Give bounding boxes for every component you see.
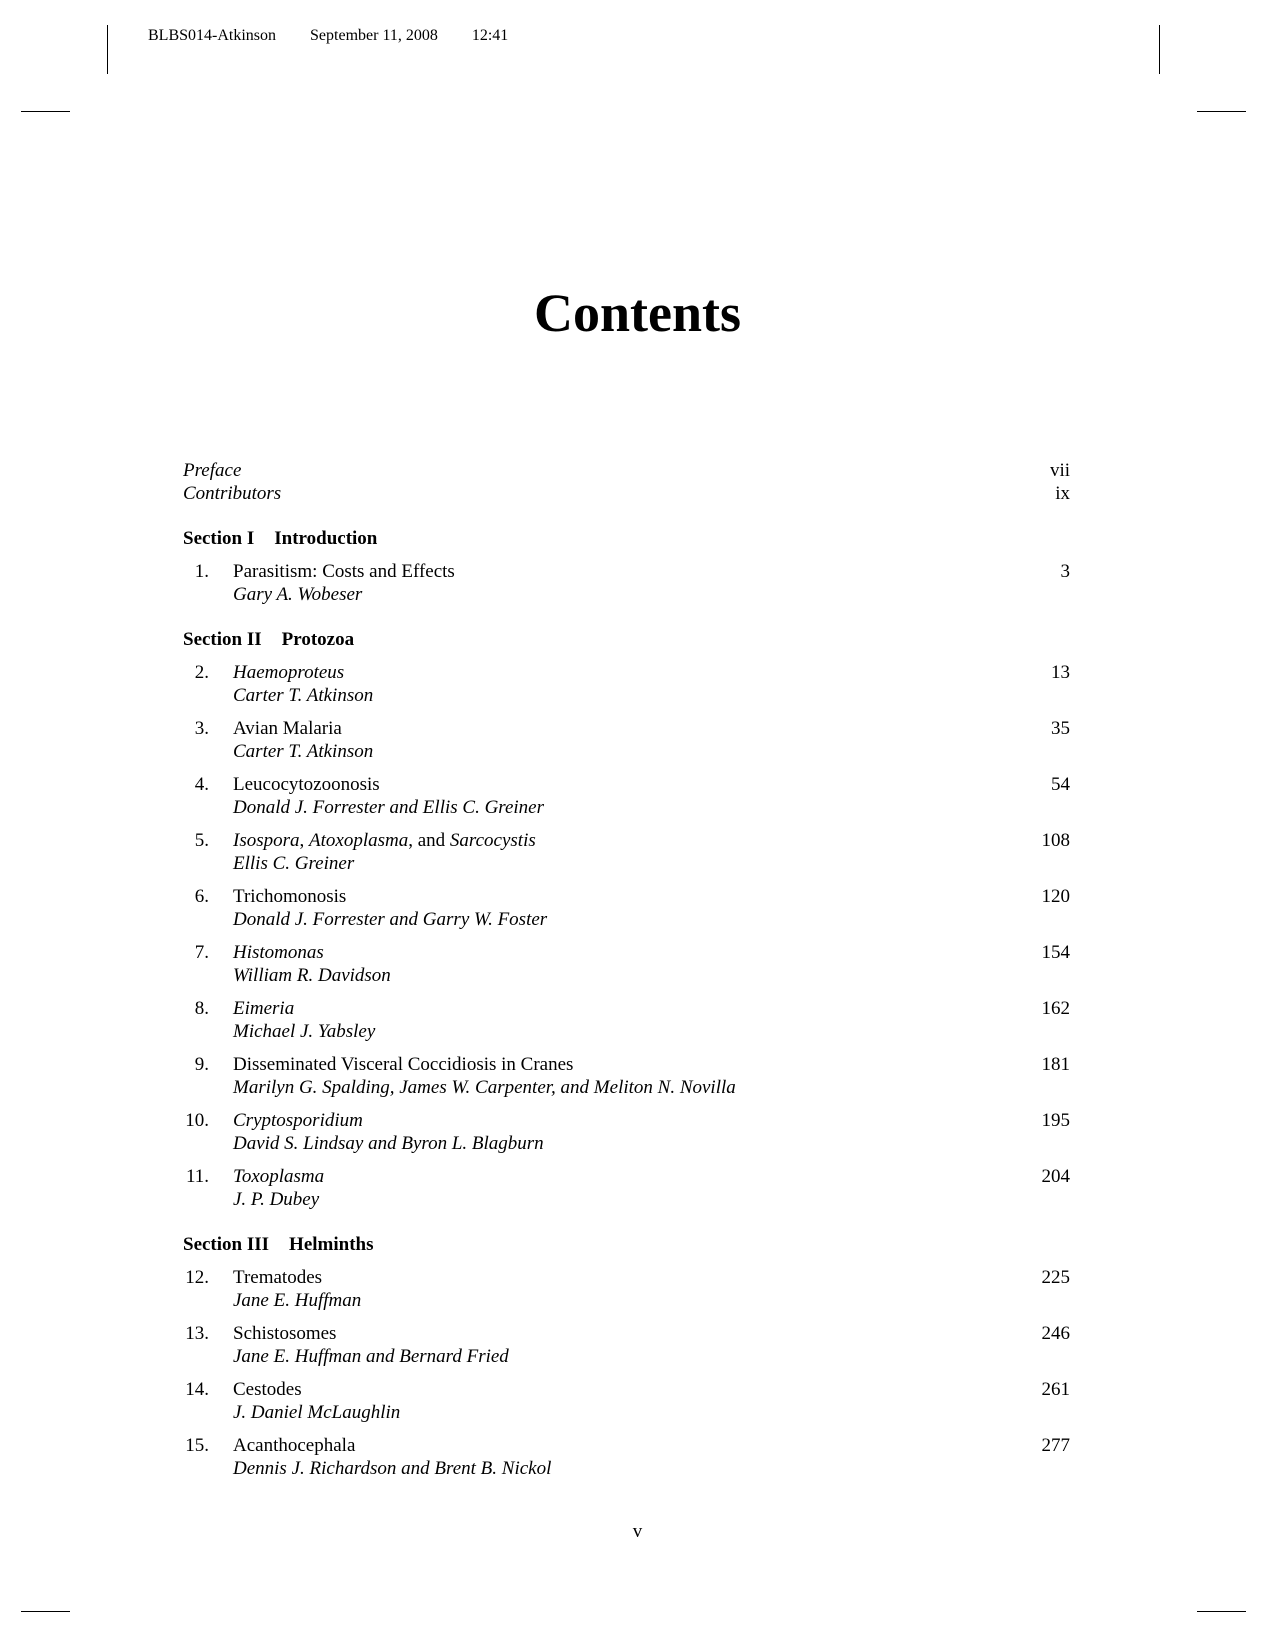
chapter-number: 9. [194,1054,209,1075]
chapter-title: Leucocytozoonosis [233,774,380,795]
crop-mark-top-left-horizontal [21,111,70,112]
chapter-number: 3. [194,718,209,739]
running-header [148,27,538,45]
section-name: Introduction [274,528,378,549]
section-heading [183,628,1070,651]
section-name: Helminths [289,1234,374,1255]
section-name: Protozoa [281,629,355,650]
page-number: 154 [1041,942,1070,963]
chapter-title: Isospora, Atoxoplasma, and Sarcocystis [233,830,536,851]
chapter-author: Gary A. Wobeser [233,584,363,605]
toc-entry[interactable] [183,941,1070,987]
toc-entry[interactable] [183,1266,1070,1312]
page-number: 246 [1041,1323,1070,1344]
chapter-title: Disseminated Visceral Coccidiosis in Cranes [233,1054,574,1075]
chapter-number: 11. [185,1166,209,1187]
page-number: 35 [1051,718,1070,739]
page-number: 3 [1060,561,1070,582]
chapter-number: 4. [194,774,209,795]
page-number: 13 [1051,662,1070,683]
chapter-author: Jane E. Huffman and Bernard Fried [233,1346,509,1367]
chapter-title: Cryptosporidium [233,1110,363,1131]
chapter-number: 2. [194,662,209,683]
page-number: 54 [1051,774,1070,795]
toc-entry[interactable] [183,829,1070,875]
section-heading [183,1233,1070,1256]
chapter-title: Avian Malaria [233,718,342,739]
toc-entry[interactable] [183,885,1070,931]
chapter-title: Toxoplasma [233,1166,325,1187]
toc-entry[interactable] [183,773,1070,819]
chapter-title: Eimeria [233,998,295,1019]
toc-entry-preface[interactable] [183,459,1070,482]
chapter-author: Marilyn G. Spalding, James W. Carpenter, and Meliton N. Novilla [233,1077,736,1098]
toc-entry[interactable] [183,1053,1070,1099]
chapter-title: Trichomonosis [233,886,347,907]
chapter-author: Dennis J. Richardson and Brent B. Nickol [233,1458,552,1479]
header-time: 12:41 [471,27,509,44]
toc-entry[interactable] [183,997,1070,1043]
page-number: vii [1049,460,1070,481]
section-heading [183,527,1070,550]
page-number: 162 [1041,998,1070,1019]
entry-label: Preface [183,460,242,481]
section-number: Section II [183,629,262,650]
chapter-number: 1. [194,561,209,582]
chapter-author: Donald J. Forrester and Ellis C. Greiner [233,797,545,818]
toc-entry[interactable] [183,1109,1070,1155]
chapter-number: 7. [194,942,209,963]
chapter-number: 8. [194,998,209,1019]
toc-entry[interactable] [183,661,1070,707]
chapter-title: Trematodes [233,1267,323,1288]
chapter-title: Schistosomes [233,1323,337,1344]
toc-entry[interactable] [183,1322,1070,1368]
chapter-author: Carter T. Atkinson [233,685,374,706]
chapter-author: J. Daniel McLaughlin [233,1402,401,1423]
page-number: ix [1055,483,1070,504]
chapter-author: David S. Lindsay and Byron L. Blagburn [233,1133,544,1154]
chapter-author: Carter T. Atkinson [233,741,374,762]
crop-mark-top-right-horizontal [1197,111,1246,112]
toc-entry[interactable] [183,1434,1070,1480]
chapter-author: Michael J. Yabsley [233,1021,376,1042]
page-number: 277 [1041,1435,1070,1456]
toc-entry[interactable] [183,717,1070,763]
page-number: 195 [1041,1110,1070,1131]
table-of-contents [183,459,1070,1480]
chapter-title: Haemoproteus [233,662,345,683]
chapter-title: Histomonas [233,942,324,963]
page-number: 108 [1041,830,1070,851]
chapter-author: William R. Davidson [233,965,391,986]
page-number: 181 [1041,1054,1070,1075]
toc-entry[interactable] [183,560,1070,606]
chapter-title: Acanthocephala [233,1435,356,1456]
crop-mark-bottom-right-horizontal [1197,1611,1246,1612]
crop-mark-top-right-vertical [1159,25,1160,74]
crop-mark-bottom-left-horizontal [21,1611,70,1612]
chapter-author: Ellis C. Greiner [233,853,355,874]
chapter-author: Jane E. Huffman [233,1290,362,1311]
chapter-number: 12. [185,1267,209,1288]
toc-entry[interactable] [183,1378,1070,1424]
entry-label: Contributors [183,483,282,504]
header-date: September 11, 2008 [310,27,438,44]
toc-entry-contributors[interactable] [183,482,1070,505]
header-code: BLBS014-Atkinson [148,27,277,44]
chapter-number: 5. [194,830,209,851]
chapter-number: 14. [185,1379,209,1400]
toc-entry[interactable] [183,1165,1070,1211]
section-number: Section I [183,528,255,549]
page-title: Contents [533,283,741,343]
section-number: Section III [183,1234,270,1255]
chapter-number: 15. [185,1435,209,1456]
page-number: 204 [1041,1166,1070,1187]
chapter-number: 10. [185,1110,209,1131]
chapter-title: Parasitism: Costs and Effects [233,561,455,582]
page-number: 261 [1041,1379,1070,1400]
page-number: 225 [1041,1267,1070,1288]
chapter-title: Cestodes [233,1379,302,1400]
page-folio: v [632,1521,643,1542]
chapter-number: 13. [185,1323,209,1344]
crop-mark-top-left-vertical [107,25,108,74]
chapter-author: Donald J. Forrester and Garry W. Foster [233,909,548,930]
page-number: 120 [1041,886,1070,907]
chapter-number: 6. [194,886,209,907]
chapter-author: J. P. Dubey [233,1189,320,1210]
